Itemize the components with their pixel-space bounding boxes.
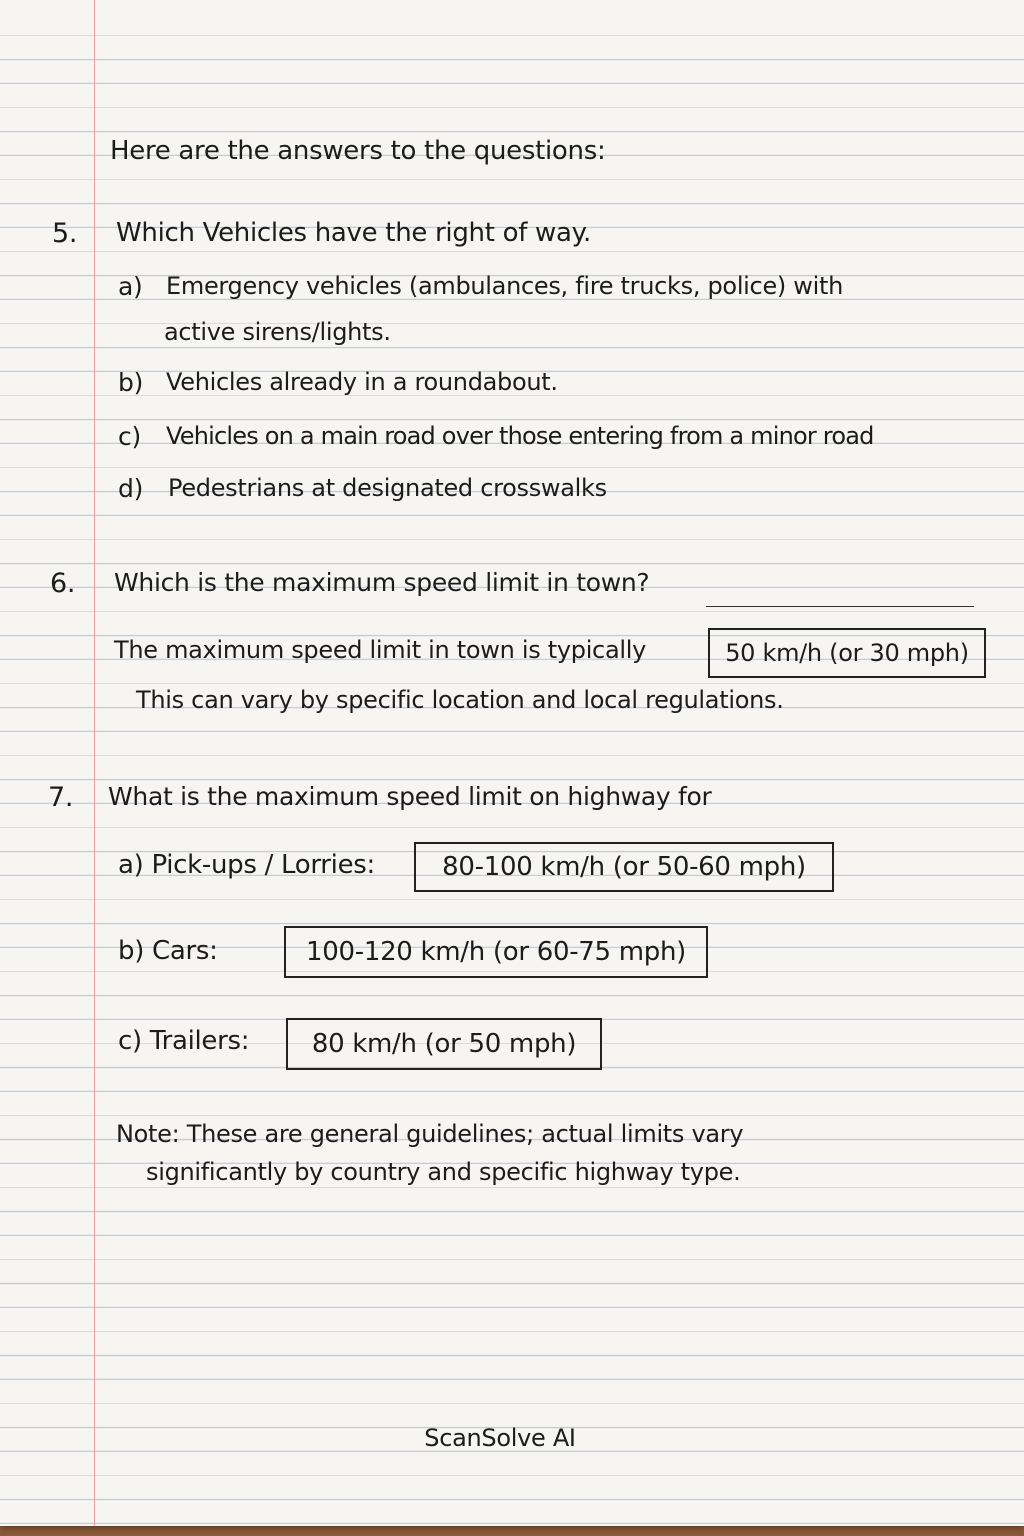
question-5-number: 5. xyxy=(52,218,78,249)
question-6-underline xyxy=(706,606,974,607)
q7-item-b-label: b) Cars: xyxy=(118,936,218,966)
q5-item-b-label: b) xyxy=(118,368,144,397)
q7-note-line-2: significantly by country and specific highway type. xyxy=(146,1158,741,1186)
q5-item-a-continued: active sirens/lights. xyxy=(164,318,391,346)
q5-item-a-label: a) xyxy=(118,272,143,301)
question-6-number: 6. xyxy=(50,568,76,599)
question-7-number: 7. xyxy=(48,782,74,813)
q5-item-d-label: d) xyxy=(118,474,144,503)
q7-item-c-value-box: 80 km/h (or 50 mph) xyxy=(286,1018,602,1070)
q5-item-c-label: c) xyxy=(118,422,141,451)
question-6-text: Which is the maximum speed limit in town? xyxy=(114,568,650,597)
q7-note-line-1: Note: These are general guidelines; actual limits vary xyxy=(116,1120,744,1148)
q7-item-c-label: c) Trailers: xyxy=(118,1026,250,1056)
q5-item-a-text: Emergency vehicles (ambulances, fire trucks, police) with xyxy=(166,272,844,300)
q6-answer-box: 50 km/h (or 30 mph) xyxy=(708,628,986,678)
intro-text: Here are the answers to the questions: xyxy=(110,136,606,166)
q7-item-b-value-box: 100-120 km/h (or 60-75 mph) xyxy=(284,926,708,978)
q6-answer-prefix: The maximum speed limit in town is typically xyxy=(114,636,647,664)
q5-item-b-text: Vehicles already in a roundabout. xyxy=(166,368,558,396)
q5-item-d-text: Pedestrians at designated crosswalks xyxy=(168,474,607,502)
margin-line xyxy=(94,0,95,1526)
question-5-text: Which Vehicles have the right of way. xyxy=(116,218,591,248)
q7-item-a-label: a) Pick-ups / Lorries: xyxy=(118,850,376,880)
q7-item-a-value-box: 80-100 km/h (or 50-60 mph) xyxy=(414,842,834,892)
footer-watermark: ScanSolve AI xyxy=(424,1424,576,1452)
question-7-text: What is the maximum speed limit on highway for xyxy=(108,782,712,811)
q5-item-c-text: Vehicles on a main road over those entering from a minor road xyxy=(166,422,874,450)
q6-answer-note: This can vary by specific location and local regulations. xyxy=(136,686,784,714)
